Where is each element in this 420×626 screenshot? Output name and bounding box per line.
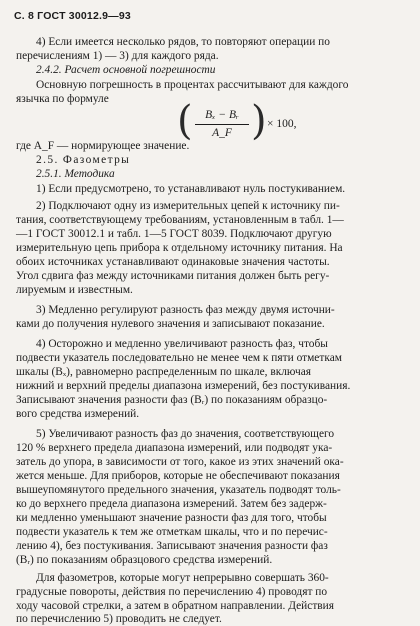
text-line: 5) Увеличивают разность фаз до значения, соответствующего bbox=[36, 428, 335, 440]
formula-numerator: Bₓ − Bᵣ bbox=[205, 109, 239, 121]
formula-right-paren: ) bbox=[251, 98, 267, 144]
text-line: Для фазометров, которые могут непрерывно совершать 360- bbox=[36, 572, 329, 584]
text-line: затель до упора, в зависимости от того, какое из этих значений ока- bbox=[16, 456, 344, 468]
text-line: нижний и верхний пределы диапазона измерений, без постукивания. bbox=[16, 380, 351, 392]
text-line: —1 ГОСТ 30012.1 и табл. 1—5 ГОСТ 8039. Подключают другую bbox=[16, 228, 332, 240]
text-line: ками до получения нулевого значения и записывают показание. bbox=[16, 318, 325, 330]
text-line: язычка по формуле bbox=[16, 93, 109, 105]
text-line: 4) Осторожно и медленно увеличивают разность фаз, чтобы bbox=[36, 338, 328, 350]
text-line: измерительную цепь прибора к отдельному источнику питания. На bbox=[16, 242, 343, 254]
formula-fraction-bar bbox=[195, 124, 249, 125]
text-line: шкалы (Bₓ), равномерно распределенным по шкале, включая bbox=[16, 366, 312, 378]
text-line: жется меньше. Для приборов, которые не обеспечивают показания bbox=[16, 470, 340, 482]
text-line: подвести указатель к тем же отметкам шкалы, что и по перечис- bbox=[16, 526, 328, 538]
text-line: Записывают значения разности фаз (Bᵣ) по показаниям образцо- bbox=[16, 394, 328, 406]
formula-multiplier: × 100, bbox=[267, 118, 297, 130]
text-line: 2) Подключают одну из измерительных цепей к источнику пи- bbox=[36, 200, 340, 212]
text-line: 4) Если имеется несколько рядов, то повторяют операции по bbox=[36, 36, 330, 48]
formula-left-paren: ( bbox=[177, 98, 193, 144]
text-line: градусные повороты, действия по перечислению 4) проводят по bbox=[16, 586, 328, 598]
text-line: где A_F — нормирующее значение. bbox=[16, 140, 190, 152]
section-heading: 2.5.1. Методика bbox=[36, 168, 115, 180]
text-line: лируемым и известным. bbox=[16, 284, 133, 296]
text-line: вышеупомянутого предельного значения, указатель подводят толь- bbox=[16, 484, 341, 496]
section-heading: 2.4.2. Расчет основной погрешности bbox=[36, 64, 216, 76]
text-line: ходу часовой стрелки, а затем в обратном направлении. Действия bbox=[16, 600, 335, 612]
text-line: перечислениям 1) — 3) для каждого ряда. bbox=[16, 50, 219, 62]
text-line: 120 % верхнего предела диапазона измерений, или подводят ука- bbox=[16, 442, 333, 454]
text-line: подвести указатель последовательно не менее чем к пяти отметкам bbox=[16, 352, 342, 364]
text-line: Основную погрешность в процентах рассчитывают для каждого bbox=[36, 79, 349, 91]
formula-denominator: A_F bbox=[212, 127, 232, 139]
page-header: С. 8 ГОСТ 30012.9—93 bbox=[14, 10, 131, 22]
text-line: 1) Если предусмотрено, то устанавливают нуль постукиванием. bbox=[36, 183, 346, 195]
text-line: по перечислению 5) проводить не следует. bbox=[16, 613, 222, 625]
text-line: ки медленно уменьшают значение разности фаз для того, чтобы bbox=[16, 512, 327, 524]
text-line: обоих источниках устанавливают одинаковые значения частоты. bbox=[16, 256, 330, 268]
text-line: тания, соответствующему требованиям, установленным в табл. 1— bbox=[16, 214, 344, 226]
text-line: лению 4), без постукивания. Записывают значения разности фаз bbox=[16, 540, 328, 552]
text-line: вого средства измерений. bbox=[16, 408, 140, 420]
text-line: Угол сдвига фаз между источниками питания должен быть регу- bbox=[16, 270, 330, 282]
text-line: (Bᵣ) по показаниям образцового средства измерений. bbox=[16, 554, 273, 566]
section-heading: 2.5. Фазометры bbox=[36, 154, 131, 166]
text-line: 3) Медленно регулируют разность фаз между двумя источни- bbox=[36, 304, 335, 316]
text-line: ко до верхнего предела диапазона измерений. Затем без задерж- bbox=[16, 498, 327, 510]
